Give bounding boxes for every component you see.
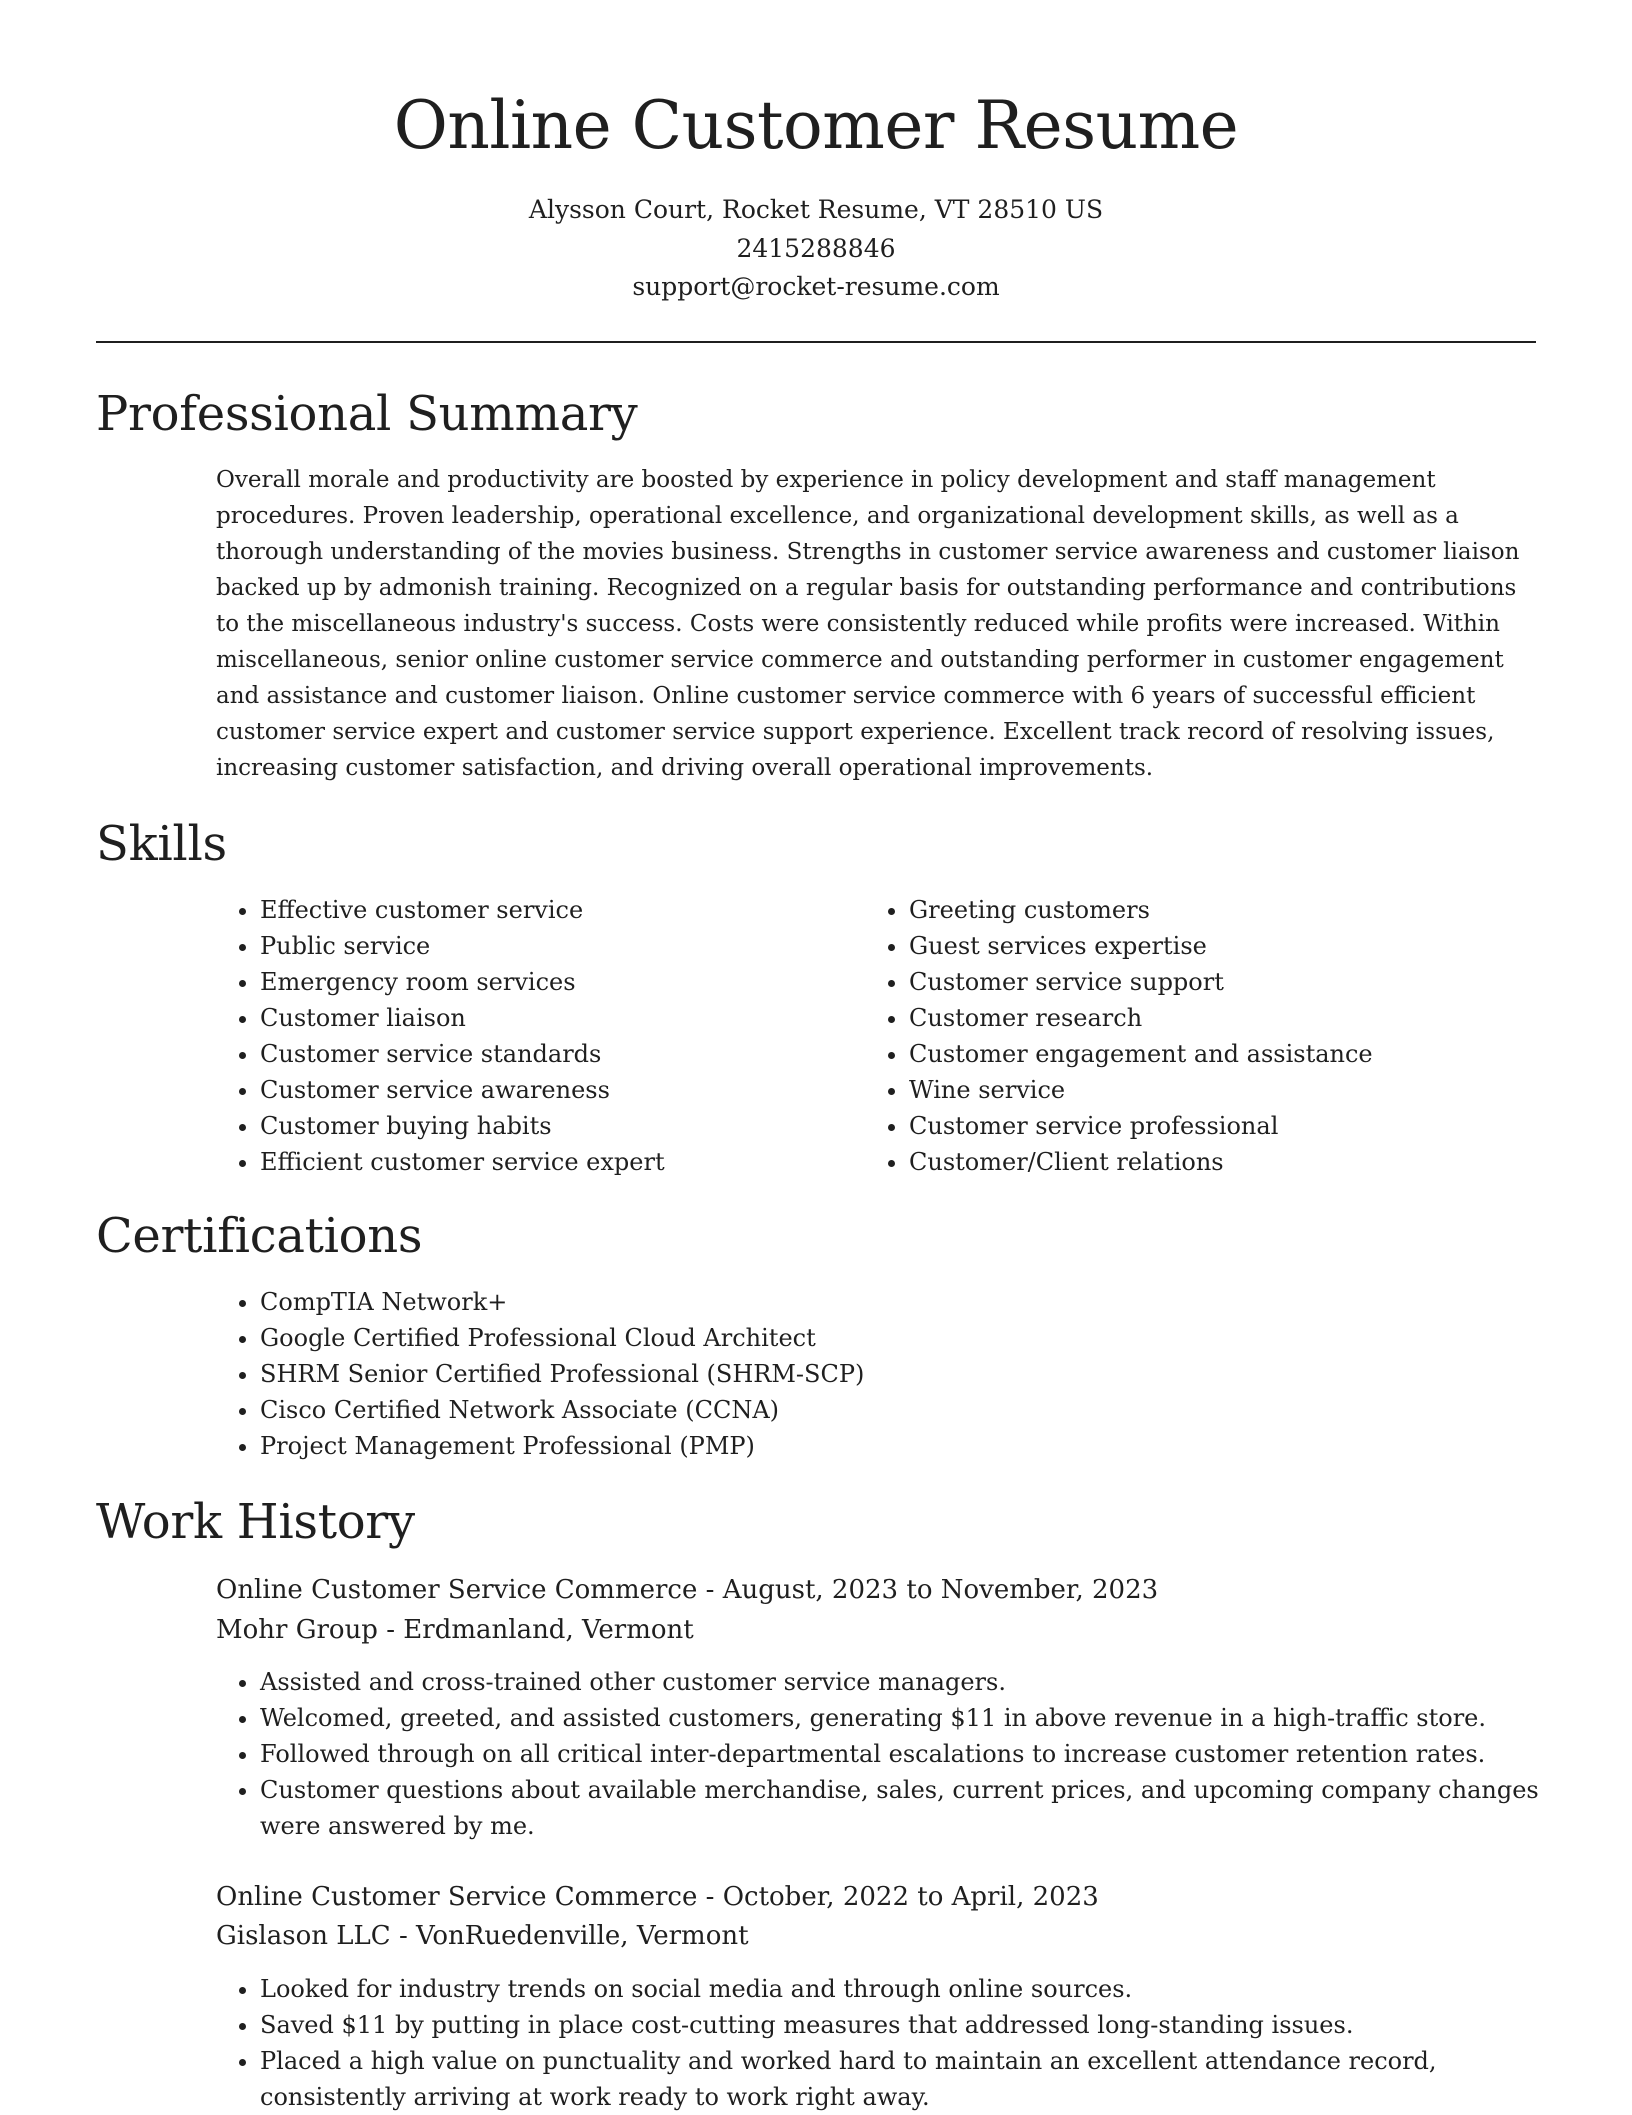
skill-item: • Customer liaison — [260, 1000, 860, 1036]
skills-heading: Skills — [96, 816, 227, 872]
certification-item: • Cisco Certified Network Associate (CCNA) — [260, 1392, 1560, 1428]
header-divider — [96, 341, 1536, 343]
job-bullet: • Welcomed, greeted, and assisted customers, generating $11 in above revenue in a high-traffic store. — [260, 1700, 1550, 1736]
job-bullets — [216, 1971, 1550, 2115]
skill-item: • Public service — [260, 928, 860, 964]
skill-item: • Customer buying habits — [260, 1108, 860, 1144]
job-position: Online Customer Service Commerce — [216, 1882, 698, 1912]
skill-item: • Efficient customer service expert — [260, 1144, 860, 1180]
job-dates: August, 2023 to November, 2023 — [722, 1575, 1159, 1605]
job-location: Erdmanland, Vermont — [403, 1615, 694, 1645]
skill-item: • Customer service support — [909, 964, 1569, 1000]
contact-phone: 2415288846 — [736, 234, 896, 263]
job-bullet: • Followed through on all critical inter-departmental escalations to increase customer retention rates. — [260, 1736, 1550, 1772]
skills-list-right — [865, 892, 1569, 1180]
contact-address: Alysson Court, Rocket Resume, VT 28510 US — [528, 195, 1104, 224]
job-position: Online Customer Service Commerce — [216, 1575, 698, 1605]
certifications-heading: Certifications — [96, 1208, 423, 1264]
skill-item: • Effective customer service — [260, 892, 860, 928]
certification-item: • SHRM Senior Certified Professional (SHRM-SCP) — [260, 1356, 1560, 1392]
skills-list-left — [216, 892, 860, 1180]
contact-email: support@rocket-resume.com — [632, 272, 1000, 301]
job-bullet: • Assisted and cross-trained other customer service managers. — [260, 1664, 1550, 1700]
summary-text: Overall morale and productivity are boosted by experience in policy development and staff management procedures. Proven leadership, operational excellence, and organizational development skills, as well as a thorough understanding of the movies business. Strengths in customer service awareness and customer liaison backed up by admonish training. Recognized on a regular basis for outstanding performance and contributions to the miscellaneous industry's success. Costs were consistently reduced while profits were increased. Within miscellaneous, senior online customer service commerce and outstanding performer in customer engagement and assistance and customer liaison. Online customer service commerce with 6 years of successful efficient customer service expert and customer service support experience. Excellent track record of resolving issues, increasing customer satisfaction, and driving overall operational improvements. — [216, 467, 1520, 781]
job-title-line — [216, 1877, 1536, 1917]
separator: - — [697, 1575, 723, 1605]
job-bullet: • Customer questions about available merchandise, sales, current prices, and upcoming company changes were answered by me. — [260, 1772, 1550, 1844]
skill-item: • Customer service standards — [260, 1036, 860, 1072]
certification-item: • Project Management Professional (PMP) — [260, 1428, 1560, 1464]
work-history-heading: Work History — [96, 1494, 415, 1550]
job-bullet: • Saved $11 by putting in place cost-cutting measures that addressed long-standing issues. — [260, 2007, 1550, 2043]
job-bullet: • Placed a high value on punctuality and worked hard to maintain an excellent attendance record, consistently arriving at work ready to work right away. — [260, 2043, 1550, 2115]
job-bullets — [216, 1664, 1550, 1844]
job-location: VonRuedenville, Vermont — [416, 1921, 749, 1951]
skill-item: • Customer/Client relations — [909, 1144, 1569, 1180]
skill-item: • Emergency room services — [260, 964, 860, 1000]
job-company: Gislason LLC — [216, 1921, 391, 1951]
job-bullet: • Looked for industry trends on social media and through online sources. — [260, 1971, 1550, 2007]
separator: - — [697, 1882, 723, 1912]
skill-item: • Guest services expertise — [909, 928, 1569, 964]
job-dates: October, 2022 to April, 2023 — [722, 1882, 1099, 1912]
resume-name: Online Customer Resume — [393, 87, 1239, 164]
job-title-line — [216, 1570, 1536, 1610]
certifications-list — [216, 1284, 1560, 1464]
certification-item: • CompTIA Network+ — [260, 1284, 1560, 1320]
job-company-line — [216, 1610, 1536, 1650]
job-company-line — [216, 1916, 1536, 1956]
job-company: Mohr Group — [216, 1615, 378, 1645]
separator: - — [377, 1615, 404, 1645]
summary-heading: Professional Summary — [96, 386, 638, 442]
skill-item: • Wine service — [909, 1072, 1569, 1108]
skill-item: • Customer service professional — [909, 1108, 1569, 1144]
skill-item: • Customer service awareness — [260, 1072, 860, 1108]
certification-item: • Google Certified Professional Cloud Architect — [260, 1320, 1560, 1356]
skill-item: • Customer research — [909, 1000, 1569, 1036]
separator: - — [390, 1921, 417, 1951]
skill-item: • Greeting customers — [909, 892, 1569, 928]
skill-item: • Customer engagement and assistance — [909, 1036, 1569, 1072]
